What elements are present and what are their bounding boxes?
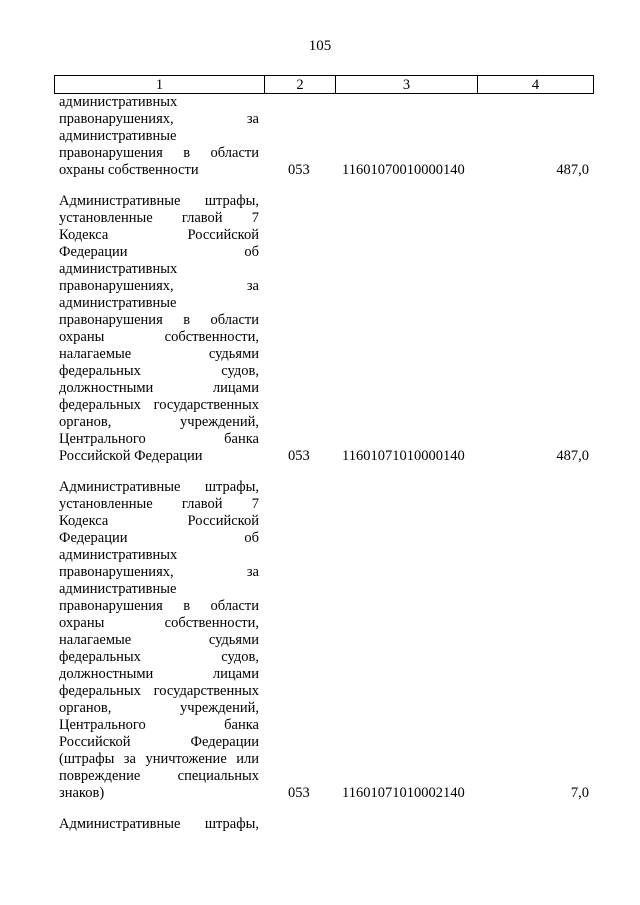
table-row <box>59 193 589 465</box>
description-line: федеральных судов, <box>59 363 259 379</box>
description-line: правонарушения в области <box>59 145 259 161</box>
admin-code: 053 <box>288 785 310 801</box>
amount-value: 7,0 <box>570 785 589 801</box>
description-line: Административные штрафы, <box>59 816 259 832</box>
description-line: органов, учреждений, <box>59 414 259 430</box>
row-description <box>59 193 259 465</box>
description-line: административные <box>59 295 177 311</box>
description-line: Административные штрафы, <box>59 479 259 495</box>
description-line: установленные главой 7 <box>59 496 259 512</box>
description-line: охраны собственности <box>59 162 199 178</box>
admin-code: 053 <box>288 162 310 178</box>
description-line: повреждение специальных <box>59 768 259 784</box>
description-line: федеральных судов, <box>59 649 259 665</box>
header-col-2: 2 <box>265 76 336 94</box>
admin-code: 053 <box>288 448 310 464</box>
description-line: Кодекса Российской <box>59 513 259 529</box>
description-line: установленные главой 7 <box>59 210 259 226</box>
description-line: должностными лицами <box>59 380 259 396</box>
row-description <box>59 94 259 179</box>
budget-classification-code: 11601070010000140 <box>342 162 465 178</box>
description-line: административных <box>59 94 178 110</box>
description-line: знаков) <box>59 785 105 801</box>
description-line: правонарушениях, за <box>59 278 259 294</box>
row-description <box>59 479 259 802</box>
header-col-4: 4 <box>478 76 594 94</box>
page-number: 105 <box>308 38 332 54</box>
description-line: административные <box>59 581 177 597</box>
amount-value: 487,0 <box>556 448 589 464</box>
description-line: Федерации об <box>59 244 259 260</box>
description-line: налагаемые судьями <box>59 632 259 648</box>
description-line: правонарушения в области <box>59 598 259 614</box>
row-description <box>59 816 259 833</box>
description-line: Кодекса Российской <box>59 227 259 243</box>
description-line: правонарушениях, за <box>59 111 259 127</box>
description-line: административных <box>59 261 178 277</box>
description-line: Федерации об <box>59 530 259 546</box>
description-line: Центрального банка <box>59 431 259 447</box>
table-row <box>59 479 589 802</box>
budget-classification-code: 11601071010002140 <box>342 785 465 801</box>
description-line: правонарушениях, за <box>59 564 259 580</box>
table-row <box>59 94 589 179</box>
description-line: федеральных государственных <box>59 683 259 699</box>
description-line: федеральных государственных <box>59 397 259 413</box>
table-row <box>59 816 589 833</box>
description-line: налагаемые судьями <box>59 346 259 362</box>
description-line: органов, учреждений, <box>59 700 259 716</box>
description-line: правонарушения в области <box>59 312 259 328</box>
header-col-3: 3 <box>336 76 478 94</box>
description-line: (штрафы за уничтожение или <box>59 751 259 767</box>
description-line: административных <box>59 547 178 563</box>
description-line: Центрального банка <box>59 717 259 733</box>
table-body <box>59 94 589 847</box>
header-col-1: 1 <box>55 76 265 94</box>
budget-classification-code: 11601071010000140 <box>342 448 465 464</box>
description-line: Административные штрафы, <box>59 193 259 209</box>
description-line: охраны собственности, <box>59 329 259 345</box>
amount-value: 487,0 <box>556 162 589 178</box>
table-header <box>54 75 594 94</box>
description-line: Российской Федерации <box>59 448 203 464</box>
description-line: административные <box>59 128 177 144</box>
description-line: охраны собственности, <box>59 615 259 631</box>
description-line: должностными лицами <box>59 666 259 682</box>
description-line: Российской Федерации <box>59 734 259 750</box>
